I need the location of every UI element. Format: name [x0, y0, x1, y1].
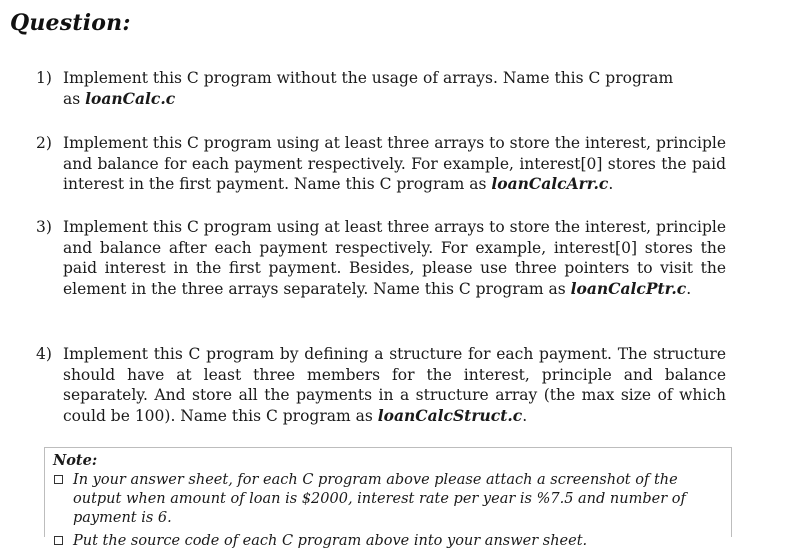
- note-box: [44, 447, 732, 549]
- question-1-text: [63, 68, 676, 109]
- question-2-number: 2): [36, 134, 52, 152]
- question-4-text-before: Implement this C program by defining a structure for each payment. The structure should have at least three members for the interest, principle and balance separately. And store all the payments in a structure array (the max size of which could be 100). Name this C program as: [63, 345, 726, 425]
- note-item-screenshot: [53, 471, 723, 528]
- page-heading: Question:: [10, 10, 131, 36]
- question-3-text-before: Implement this C program using at least three arrays to store the interest, principle and balance after each payment respectively. For example, interest[0] stores the paid interest in the first payment. Besides, please use three pointers to visit the element in the three arrays separately. Name this C program as: [63, 218, 726, 298]
- question-3-number: 3): [36, 218, 52, 236]
- note-item-source-code: [53, 532, 723, 551]
- question-4-number: 4): [36, 345, 52, 363]
- question-4-filename: loanCalcStruct.c: [377, 405, 523, 425]
- checkbox-icon: [54, 536, 63, 545]
- question-1: [36, 68, 676, 109]
- note-item-1-text: In your answer sheet, for each C program above please attach a screenshot of the output when amount of loan is $2000, interest rate per year is %7.5 and number of payment is 6.: [73, 472, 686, 526]
- note-item-2-text: Put the source code of each C program above into your answer sheet.: [73, 533, 588, 549]
- question-1-text-before: Implement this C program without the usage of arrays. Name this C program as: [63, 69, 674, 108]
- question-2: [36, 133, 726, 195]
- note-title: Note:: [53, 452, 98, 469]
- question-4-text-after: .: [522, 406, 528, 425]
- question-3-filename: loanCalcPtr.c: [570, 278, 687, 298]
- question-2-filename: loanCalcArr.c: [491, 174, 609, 193]
- question-4: [36, 344, 726, 426]
- question-2-text-after: .: [608, 175, 614, 193]
- question-1-filename: loanCalc.c: [85, 88, 176, 108]
- question-2-text-before: Implement this C program using at least three arrays to store the interest, principle and balance for each payment respectively. For example, interest[0] stores the paid interest in the first payment. Name this C program as: [63, 134, 726, 193]
- question-3: [36, 217, 726, 299]
- checkbox-icon: [54, 475, 63, 484]
- question-3-text-after: .: [686, 279, 692, 298]
- question-1-number: 1): [36, 69, 52, 87]
- question-3-text: [63, 217, 726, 299]
- question-4-text: [63, 344, 726, 426]
- question-2-text: [63, 133, 726, 195]
